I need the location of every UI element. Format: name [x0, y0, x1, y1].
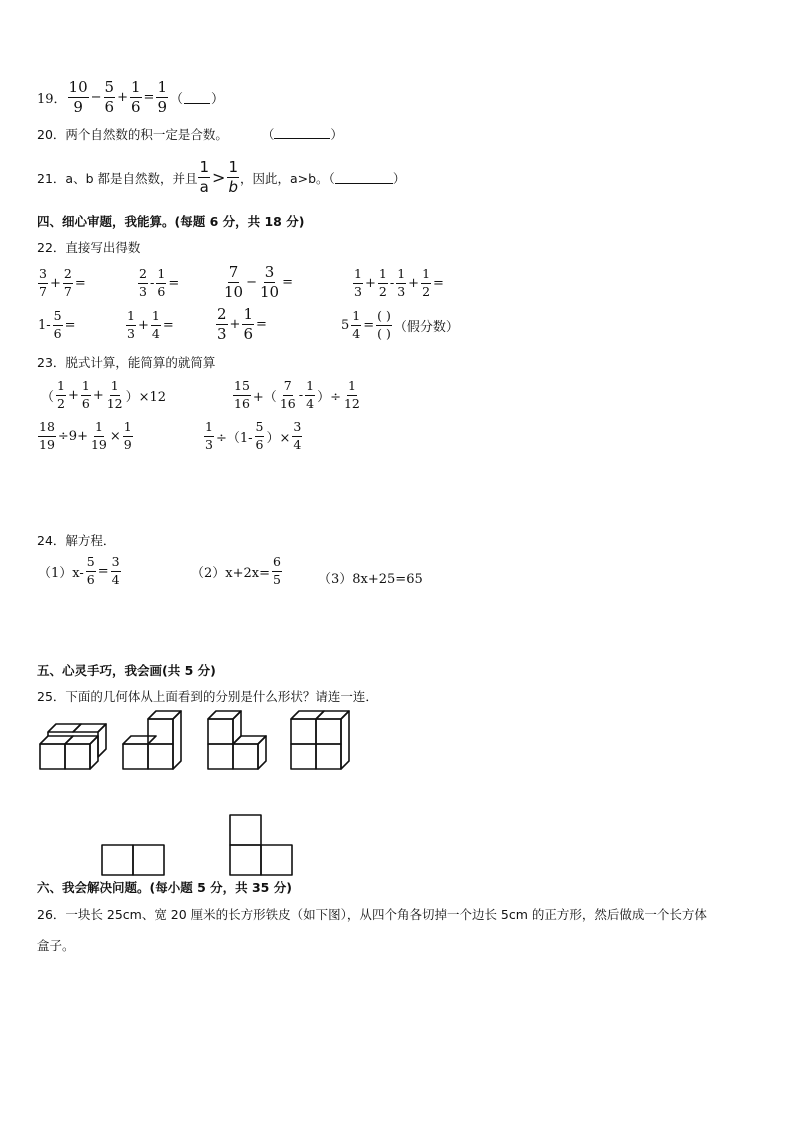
q22-item: 5 $\frac{1}{4}$ = $\frac{( )}{( )}$ （假分数） — [341, 308, 459, 341]
q22-title: 22．直接写出得数 — [37, 240, 141, 255]
q25-title: 25．下面的几何体从上面看到的分别是什么形状？请连一连． — [37, 689, 378, 704]
q23-expression: $\frac{18}{19}$ ÷9+ $\frac{1}{19}$ × $\frac{1}{9}$ — [39, 419, 132, 452]
fraction: $\frac{5}{6}$ — [104, 78, 115, 116]
fraction: $\frac{1}{a}$ — [199, 158, 210, 196]
q22-item: $\frac{2}{3}$ + $\frac{1}{6}$ = — [217, 305, 267, 343]
q23-expression: （ $\frac{1}{2}$ + $\frac{1}{6}$ + $\frac{1}{12}$ ）×12 — [41, 378, 167, 411]
q22-item: $\frac{1}{3}$ + $\frac{1}{4}$ = — [127, 308, 174, 341]
q22-item: $\frac{2}{3}$ - $\frac{1}{6}$ = — [139, 266, 180, 299]
fraction: $\frac{1}{6}$ — [131, 78, 141, 116]
question-19: 19． $\frac{10}{9}$ − $\frac{5}{6}$ + $\frac{1}{6}$ = $\frac{1}{9}$ （ ） — [37, 78, 225, 116]
q20-text: 20．两个自然数的积一定是合数。 — [37, 127, 228, 142]
q24-title: 24．解方程． — [37, 533, 116, 548]
q24-equation: （1）x- $\frac{5}{6}$ = $\frac{3}{4}$ — [38, 554, 120, 587]
solid-figure-4[interactable] — [291, 711, 349, 769]
section-6-heading: 六、我会解决问题。(每小题 5 分，共 35 分) — [37, 880, 292, 895]
q26-text-line-2: 盒子。 — [37, 938, 75, 953]
q22-item: $\frac{3}{7}$ + $\frac{2}{7}$ = — [39, 266, 86, 299]
q23-expression: $\frac{15}{16}$ +（ $\frac{7}{16}$ - $\frac{1}{4}$ ）÷ $\frac{1}{12}$ — [234, 378, 360, 411]
q26-text-line-1: 26．一块长 25cm、宽 20 厘米的长方形铁皮（如下图），从四个角各切掉一个边长 5cm 的正方形，然后做成一个长方体 — [37, 907, 707, 922]
solid-figure-1[interactable] — [40, 724, 106, 769]
question-20: 20．两个自然数的积一定是合数。 （ ） — [37, 127, 343, 142]
fraction: $\frac{1}{b}$ — [228, 158, 238, 196]
q21-pre: 21．a、b 都是自然数，并且 — [37, 170, 198, 186]
section-5-heading: 五、心灵手巧，我会画(共 5 分) — [37, 663, 216, 678]
q24-equation: （3）8x+25=65 — [318, 572, 423, 587]
top-view-l-shape[interactable] — [230, 815, 292, 875]
q22-item: $\frac{7}{10}$ − $\frac{3}{10}$ = — [224, 263, 293, 301]
q22-item: $\frac{1}{3}$ + $\frac{1}{2}$ - $\frac{1}{3}$ + $\frac{1}{2}$ = — [354, 266, 444, 299]
fraction: $\frac{10}{9}$ — [68, 78, 88, 116]
q23-title: 23．脱式计算，能简算的就简算 — [37, 355, 216, 370]
q24-equation: （2）x+2x= $\frac{6}{5}$ — [191, 554, 281, 587]
q22-item: 1- $\frac{5}{6}$ = — [38, 308, 76, 341]
question-21: 21．a、b 都是自然数，并且 $\frac{1}{a}$ > $\frac{1}{b}$ ，因此，a>b。（ ） — [37, 158, 406, 196]
top-view-two-squares[interactable] — [102, 845, 164, 875]
solid-figure-3[interactable] — [208, 711, 266, 769]
q23-expression: $\frac{1}{3}$ ÷（1- $\frac{5}{6}$ ）× $\frac{3}{4}$ — [205, 419, 302, 452]
q21-post: ，因此，a>b。（ — [239, 170, 335, 186]
q19-number: 19． — [37, 92, 67, 107]
solid-figure-2[interactable] — [123, 711, 181, 769]
fraction: $\frac{1}{9}$ — [157, 78, 167, 116]
section-4-heading: 四、细心审题，我能算。(每题 6 分，共 18 分) — [37, 214, 305, 229]
